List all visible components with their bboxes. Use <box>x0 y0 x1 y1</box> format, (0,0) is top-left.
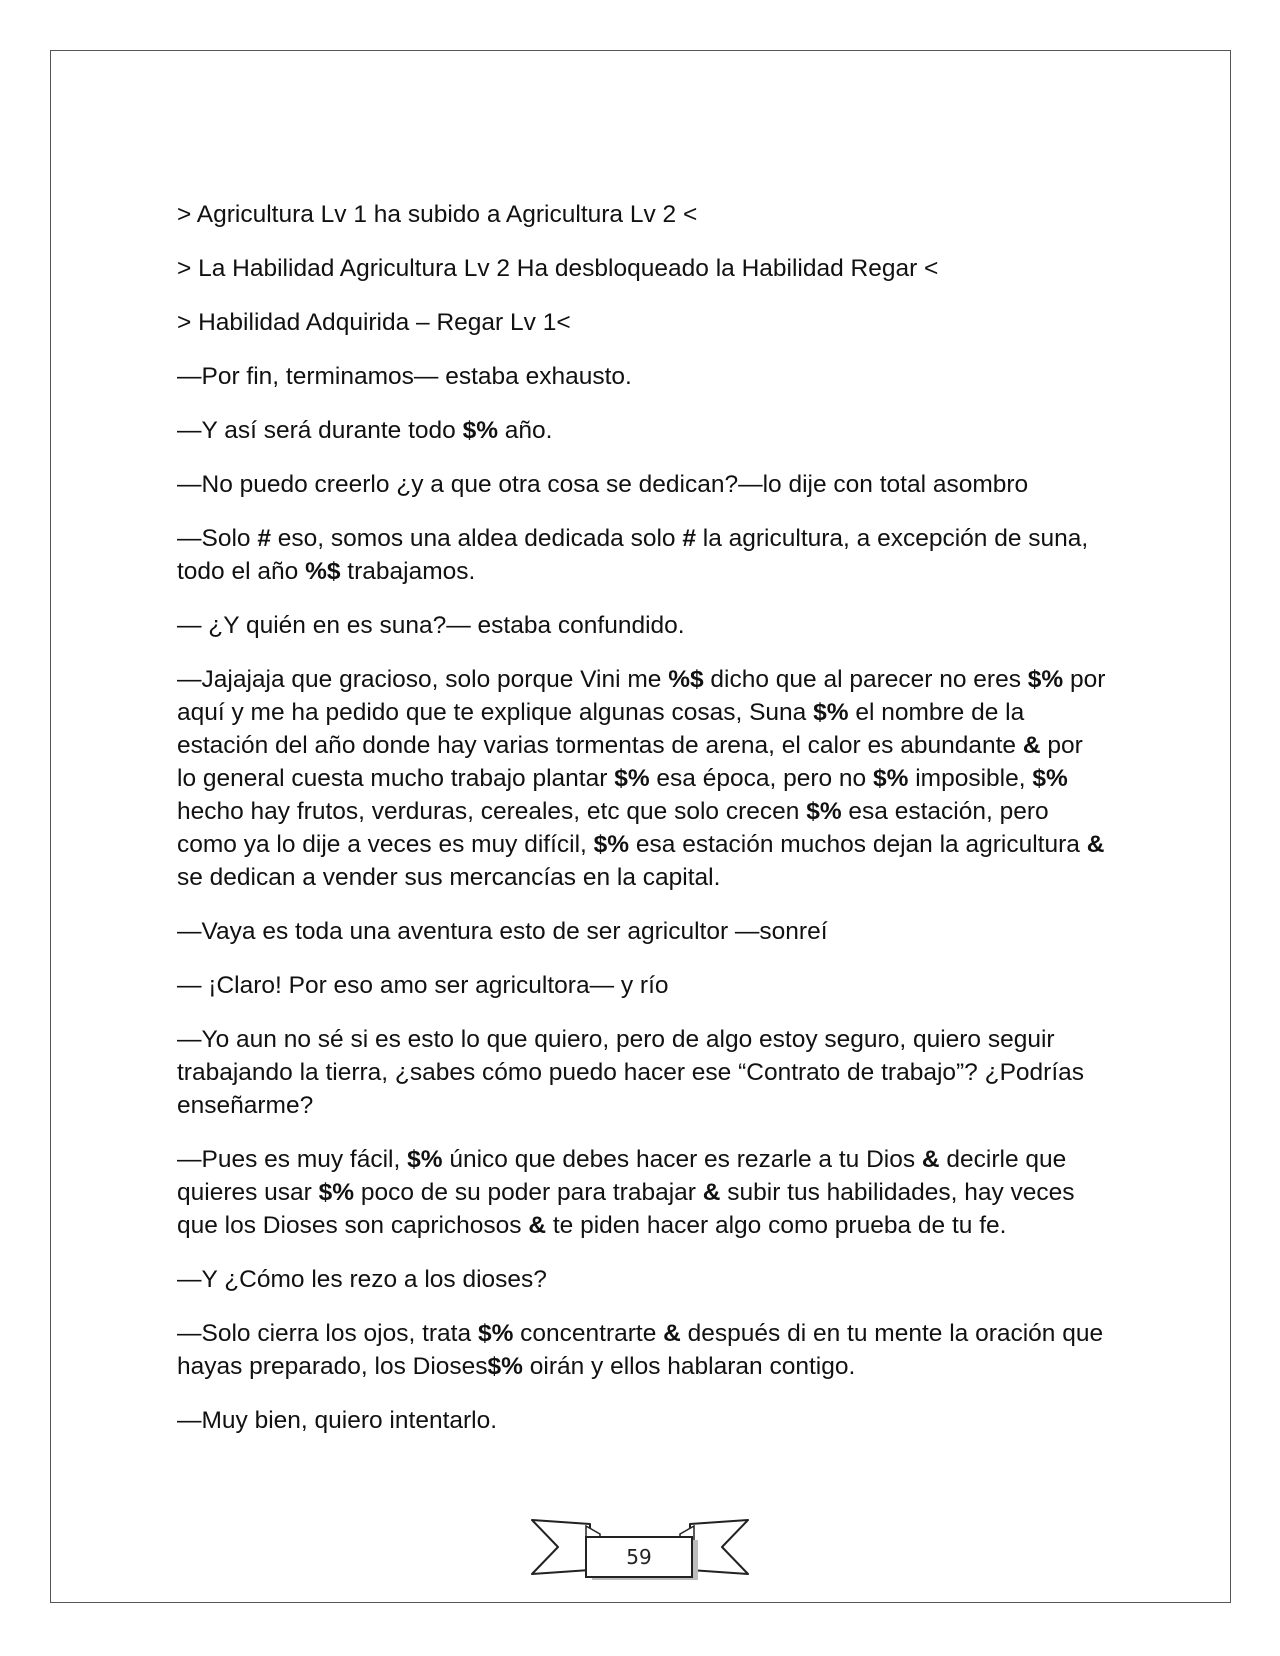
text-run: —Y así será durante todo <box>177 417 463 444</box>
text-run: se dedican a vender sus mercancías en la capital. <box>177 864 721 891</box>
paragraph <box>177 468 1107 501</box>
paragraph <box>177 915 1107 948</box>
paragraph <box>177 360 1107 393</box>
text-run: —Jajajaja que gracioso, solo porque Vini me <box>177 666 669 693</box>
bold-run: $% <box>1032 765 1068 792</box>
paragraph <box>177 252 1107 285</box>
bold-run: $% <box>318 1179 355 1206</box>
bold-run: & <box>663 1320 681 1347</box>
text-run: —Vaya es toda una aventura esto de ser agricultor —sonreí <box>177 918 828 945</box>
bold-run: & <box>702 1179 721 1206</box>
bold-run: # <box>682 525 696 552</box>
body-text <box>177 198 1107 1458</box>
bold-run: & <box>1022 732 1041 759</box>
bold-run: $% <box>813 699 849 726</box>
bold-run: & <box>921 1146 940 1173</box>
text-run: único que debes hacer es rezarle a tu Dios <box>442 1146 922 1173</box>
bold-run: & <box>1086 831 1105 858</box>
text-run: —No puedo creerlo ¿y a que otra cosa se dedican?—lo dije con total asombro <box>177 471 1029 498</box>
paragraph <box>177 1404 1107 1437</box>
text-run: —Solo <box>177 525 258 552</box>
text-run: > Agricultura Lv 1 ha subido a Agricultura Lv 2 < <box>177 201 698 228</box>
bold-run: %$ <box>668 666 704 693</box>
bold-run: $% <box>614 765 650 792</box>
text-run: el nombre de la estación del año donde hay varias tormentas de arena, el calor es abundante <box>177 699 1025 759</box>
bold-run: & <box>528 1212 547 1239</box>
bold-run: $% <box>487 1353 523 1380</box>
text-run: poco de su poder para trabajar <box>354 1179 703 1206</box>
text-run: por aquí y me ha pedido que te explique algunas cosas, Suna <box>177 666 1106 726</box>
text-run: esa estación muchos dejan la agricultura <box>629 831 1087 858</box>
bold-run: $% <box>593 831 630 858</box>
text-run: —Por fin, terminamos— estaba exhausto. <box>177 363 632 390</box>
paragraph <box>177 306 1107 339</box>
text-run: —Muy bien, quiero intentarlo. <box>177 1407 498 1434</box>
paragraph <box>177 198 1107 231</box>
paragraph <box>177 1023 1107 1122</box>
text-run: concentrarte <box>513 1320 664 1347</box>
text-run: trabajamos. <box>340 558 476 585</box>
text-run: la agricultura, a excepción de suna, todo el año <box>177 525 1089 585</box>
text-run: — ¡Claro! Por eso amo ser agricultora— y río <box>177 972 669 999</box>
bold-run: $% <box>477 1320 514 1347</box>
text-run: —Pues es muy fácil, <box>177 1146 408 1173</box>
paragraph <box>177 609 1107 642</box>
bold-run: $% <box>462 417 498 444</box>
text-run: > Habilidad Adquirida – Regar Lv 1< <box>177 309 571 336</box>
text-run: —Solo cierra los ojos, trata <box>177 1320 478 1347</box>
text-run: —Yo aun no sé si es esto lo que quiero, pero de algo estoy seguro, quiero seguir trabajando la tierra, ¿sabes cómo puedo hacer ese “Contrato de trabajo”? ¿Podrías enseñarme? <box>177 1026 1085 1119</box>
bold-run: $% <box>806 798 842 825</box>
paragraph <box>177 663 1107 894</box>
page-number: 59 <box>626 1545 652 1569</box>
bold-run: $% <box>407 1146 443 1173</box>
paragraph <box>177 1263 1107 1296</box>
text-run: esa época, pero no <box>649 765 873 792</box>
paragraph <box>177 969 1107 1002</box>
text-run: esa estación, pero como ya lo dije a veces es muy difícil, <box>177 798 1049 858</box>
text-run: dicho que al parecer no eres <box>703 666 1028 693</box>
text-run: te piden hacer algo como prueba de tu fe. <box>546 1212 1007 1239</box>
text-run: por lo general cuesta mucho trabajo plantar <box>177 732 1083 792</box>
paragraph <box>177 414 1107 447</box>
text-run: — ¿Y quién en es suna?— estaba confundido. <box>177 612 685 639</box>
text-run: eso, somos una aldea dedicada solo <box>270 525 683 552</box>
paragraph <box>177 1143 1107 1242</box>
text-run: imposible, <box>908 765 1033 792</box>
text-run: decirle que quieres usar <box>177 1146 1067 1206</box>
bold-run: # <box>257 525 271 552</box>
bold-run: %$ <box>305 558 341 585</box>
text-run: —Y ¿Cómo les rezo a los dioses? <box>177 1266 547 1293</box>
paragraph <box>177 1317 1107 1383</box>
text-run: año. <box>497 417 553 444</box>
text-run: subir tus habilidades, hay veces que los Dioses son caprichosos <box>177 1179 1075 1239</box>
text-run: > La Habilidad Agricultura Lv 2 Ha desbloqueado la Habilidad Regar < <box>177 255 939 282</box>
text-run: oirán y ellos hablaran contigo. <box>522 1353 856 1380</box>
bold-run: $% <box>1027 666 1064 693</box>
text-run: después di en tu mente la oración que hayas preparado, los Dioses <box>177 1320 1104 1380</box>
paragraph <box>177 522 1107 588</box>
bold-run: $% <box>873 765 909 792</box>
text-run: hecho hay frutos, verduras, cereales, etc que solo crecen <box>177 798 807 825</box>
